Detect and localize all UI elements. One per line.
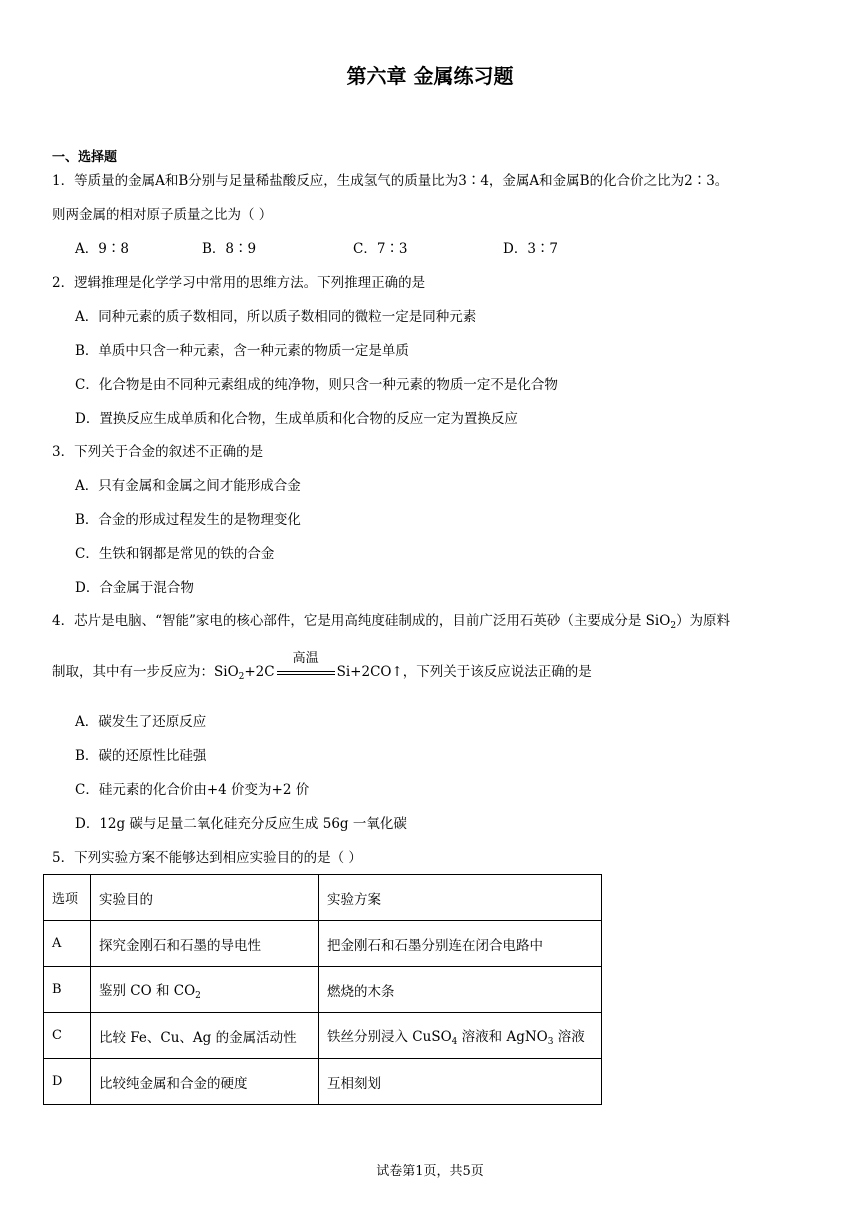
q4-equation-products: Si+2CO↑，下列关于该反应说法正确的是 [336,664,592,680]
q3-option-c: C．生铁和钢都是常见的铁的合金 [75,546,275,562]
table-cell-plan [319,1013,602,1059]
table-cell-option: C [44,1013,91,1059]
q4-stem-line1 [52,611,730,636]
q3-option-b: B．合金的形成过程发生的是物理变化 [75,512,301,528]
table-cell-goal-text: 鉴别 CO 和 CO [99,982,196,999]
table-row [44,921,602,967]
table-cell-subscript: 2 [195,990,201,1001]
table-cell-plan: 互相刻划 [319,1059,602,1105]
q4-option-d: D．12g 碳与足量二氧化硅充分反应生成 56g 一氧化碳 [75,816,407,832]
q4-equation-reactant-carbon: +2C [244,664,275,680]
q4-option-a: A．碳发生了还原反应 [75,714,207,730]
q4-subscript: 2 [670,621,677,631]
table-row [44,1059,602,1105]
table-header-cell: 选项 [44,875,91,921]
table-cell-option: A [44,921,91,967]
q4-option-b: B．碳的还原性比硅强 [75,748,207,764]
table-cell-goal: 探究金刚石和石墨的导电性 [91,921,319,967]
table-cell-plan-text: 铁丝分别浸入 CuSO [327,1028,452,1045]
table-cell-goal: 比较纯金属和合金的硬度 [91,1059,319,1105]
q2-stem: 2．逻辑推理是化学学习中常用的思维方法。下列推理正确的是 [52,275,426,291]
table-cell-goal [91,967,319,1013]
table-row [44,967,602,1013]
table-cell-option: D [44,1059,91,1105]
table-cell-subscript: 4 [451,1036,458,1047]
table-header-row [44,875,602,921]
reaction-arrow [277,650,335,680]
q4-equation-reactant: 制取，其中有一步反应为：SiO [52,664,239,680]
experiment-table [43,874,602,1105]
q2-option-c: C．化合物是由不同种元素组成的纯净物，则只含一种元素的物质一定不是化合物 [75,377,558,393]
q2-option-a: A．同种元素的质子数相同，所以质子数相同的微粒一定是同种元素 [75,309,477,325]
section-heading: 一、选择题 [52,150,118,165]
table-cell-plan: 把金刚石和石墨分别连在闭合电路中 [319,921,602,967]
q3-option-a: A．只有金属和金属之间才能形成合金 [75,478,301,494]
q2-option-d: D．置换反应生成单质和化合物，生成单质和化合物的反应一定为置换反应 [75,411,518,427]
q4-stem-line2 [52,650,592,687]
table-cell-goal: 比较 Fe、Cu、Ag 的金属活动性 [91,1013,319,1059]
q2-option-b: B．单质中只含一种元素，含一种元素的物质一定是单质 [75,343,409,359]
q1-stem-line2: 则两金属的相对原子质量之比为（ ） [52,207,273,223]
table-header-cell: 实验目的 [91,875,319,921]
table-cell-option: B [44,967,91,1013]
q5-stem: 5．下列实验方案不能够达到相应实验目的的是（ ） [52,850,362,866]
page-title: 第六章 金属练习题 [346,64,514,88]
q1-option-d: D．3∶7 [503,241,559,257]
q4-option-c: C．硅元素的化合价由+4 价变为+2 价 [75,782,310,798]
q1-option-c: C．7∶3 [353,241,408,257]
q4-equation-subscript: 2 [238,672,245,682]
q3-option-d: D．合金属于混合物 [75,580,194,596]
q1-option-a: A．9∶8 [75,241,129,257]
q4-stem-line1-text: 4．芯片是电脑、“智能”家电的核心部件，它是用高纯度硅制成的，目前广泛用石英砂（主要成分是 SiO [52,613,671,629]
q1-stem-line1: 1．等质量的金属A和B分别与足量稀盐酸反应，生成氢气的质量比为3∶4，金属A和金属B的化合价之比为2∶3。 [52,173,729,189]
table-cell-subscript: 3 [547,1036,554,1047]
q3-stem: 3．下列关于合金的叙述不正确的是 [52,444,264,460]
table-cell-plan-text: 溶液 [553,1028,585,1045]
q4-stem-line1-end: ）为原料 [676,613,731,629]
reaction-condition: 高温 [292,650,319,666]
page-footer: 试卷第1页，共5页 [376,1164,484,1179]
q1-option-b: B．8∶9 [202,241,257,257]
table-header-cell: 实验方案 [319,875,602,921]
table-row [44,1013,602,1059]
table-cell-plan: 燃烧的木条 [319,967,602,1013]
table-cell-plan-text: 溶液和 AgNO [457,1028,548,1045]
